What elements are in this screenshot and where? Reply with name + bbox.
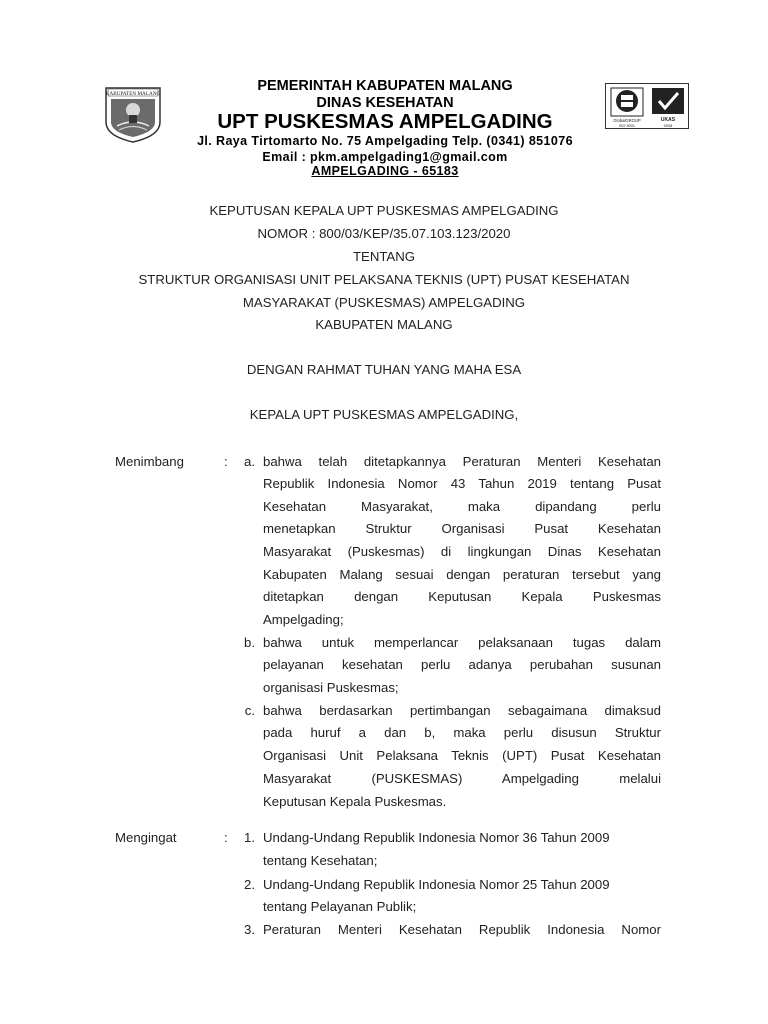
mengingat-mark-2: 2. xyxy=(244,877,255,892)
menimbang-b-line: pelayanan kesehatan perlu adanya perubahan susunan xyxy=(263,657,661,672)
letterhead-department: DINAS KESEHATAN xyxy=(316,95,454,111)
mengingat-mark-3: 3. xyxy=(244,922,255,937)
svg-text:ISO 9001: ISO 9001 xyxy=(618,124,636,128)
menimbang-a-line: Kesehatan Masyarakat, maka dipandang perlu xyxy=(263,499,661,514)
mengingat-colon: : xyxy=(224,830,228,845)
decree-about-label: TENTANG xyxy=(352,249,416,264)
menimbang-label: Menimbang xyxy=(115,454,184,469)
certification-logos xyxy=(605,83,689,129)
decree-subject-line-1: STRUKTUR ORGANISASI UNIT PELAKSANA TEKNIS (UPT) PUSAT KESEHATAN xyxy=(138,272,630,287)
menimbang-c-line: Organisasi Unit Pelaksana Teknis (UPT) Pusat Kesehatan xyxy=(263,748,661,763)
menimbang-mark-c: c. xyxy=(244,703,255,718)
svg-text:KABUPATEN MALANG: KABUPATEN MALANG xyxy=(105,90,161,97)
menimbang-mark-a: a. xyxy=(244,454,255,469)
menimbang-b-line: organisasi Puskesmas; xyxy=(263,680,399,695)
svg-text:UKAS: UKAS xyxy=(660,117,676,123)
postal-code-text: AMPELGADING - 65183 xyxy=(311,164,459,178)
decree-subject-line-2: MASYARAKAT (PUSKESMAS) AMPELGADING xyxy=(242,295,526,310)
letterhead-institution: UPT PUSKESMAS AMPELGADING xyxy=(217,110,553,133)
letterhead-postal xyxy=(160,164,610,178)
decree-blessing: DENGAN RAHMAT TUHAN YANG MAHA ESA xyxy=(246,362,522,377)
menimbang-c-line: Masyarakat (PUSKESMAS) Ampelgading melalui xyxy=(263,771,661,786)
mengingat-1-line: tentang Kesehatan; xyxy=(263,853,378,868)
svg-text:0008: 0008 xyxy=(663,124,673,128)
letterhead-email: Email : pkm.ampelgading1@gmail.com xyxy=(262,150,508,164)
mengingat-2-line: Undang-Undang Republik Indonesia Nomor 25 Tahun 2009 xyxy=(263,877,610,892)
decree-number: NOMOR : 800/03/KEP/35.07.103.123/2020 xyxy=(257,226,511,241)
menimbang-mark-b: b. xyxy=(244,635,255,650)
menimbang-a-line: bahwa telah ditetapkannya Peraturan Menteri Kesehatan xyxy=(263,454,661,469)
regency-emblem-logo xyxy=(103,82,163,144)
menimbang-c-line: bahwa berdasarkan pertimbangan sebagaimana dimaksud xyxy=(263,703,661,718)
mengingat-1-line: Undang-Undang Republik Indonesia Nomor 36 Tahun 2009 xyxy=(263,830,610,845)
svg-text:GlobalGROUP: GlobalGROUP xyxy=(613,118,641,123)
mengingat-label: Mengingat xyxy=(115,830,177,845)
menimbang-a-line: Republik Indonesia Nomor 43 Tahun 2019 tentang Pusat xyxy=(263,476,661,491)
menimbang-colon: : xyxy=(224,454,228,469)
letterhead-government: PEMERINTAH KABUPATEN MALANG xyxy=(257,78,513,94)
letterhead-address: Jl. Raya Tirtomarto No. 75 Ampelgading Telp. (0341) 851076 xyxy=(197,134,573,148)
decree-official: KEPALA UPT PUSKESMAS AMPELGADING, xyxy=(249,407,519,422)
menimbang-a-line: Masyarakat (Puskesmas) di lingkungan Dinas Kesehatan xyxy=(263,544,661,559)
menimbang-a-line: ditetapkan dengan Keputusan Kepala Puskesmas xyxy=(263,589,661,604)
iso-ukas-badges-icon xyxy=(606,84,690,130)
menimbang-a-line: Ampelgading; xyxy=(263,612,344,627)
menimbang-b-line: bahwa untuk memperlancar pelaksanaan tugas dalam xyxy=(263,635,661,650)
menimbang-a-line: Kabupaten Malang sesuai dengan peraturan tersebut yang xyxy=(263,567,661,582)
mengingat-3-line: Peraturan Menteri Kesehatan Republik Indonesia Nomor xyxy=(263,922,661,937)
mengingat-mark-1: 1. xyxy=(244,830,255,845)
mengingat-2-line: tentang Pelayanan Publik; xyxy=(263,899,417,914)
menimbang-c-line: Keputusan Kepala Puskesmas. xyxy=(263,794,447,809)
decree-subject-line-3: KABUPATEN MALANG xyxy=(315,317,453,332)
menimbang-c-line: pada huruf a dan b, maka perlu disusun Struktur xyxy=(263,725,661,740)
menimbang-a-line: menetapkan Struktur Organisasi Pusat Kesehatan xyxy=(263,521,661,536)
decree-title: KEPUTUSAN KEPALA UPT PUSKESMAS AMPELGADING xyxy=(209,203,559,218)
